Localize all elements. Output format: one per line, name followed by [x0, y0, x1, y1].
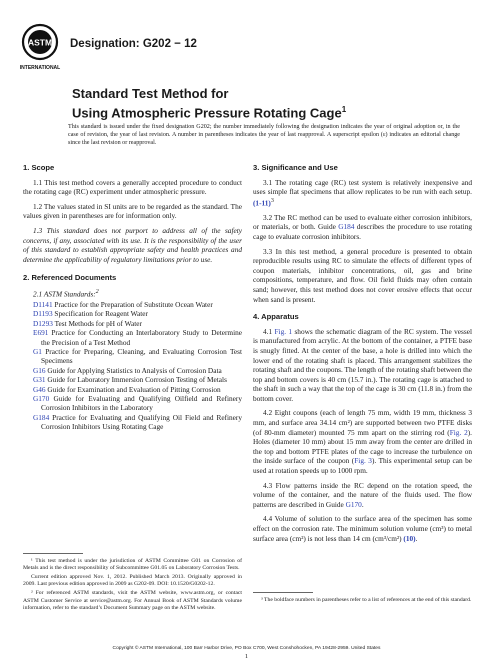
significance-p3: 3.3 In this test method, a general procedure is presented to obtain reproducible results using RC to simulate the effects of different types of coupon materials, inhibitor concentrations, oil, gas and brine compositions, temperature, and flow. Oil field fluids may often contain sand; however, this test method does not cover erosive effects that occur when sand is present.: [253, 246, 472, 304]
title-line-2: Using Atmospheric Pressure Rotating Cage$^1$: [72, 105, 347, 121]
fig-3-link[interactable]: Fig. 3: [354, 456, 372, 466]
g184-link[interactable]: G184: [338, 222, 355, 232]
footnote-1: ¹ This test method is under the jurisdiction of ASTM Committee G01 on Corrosion of Metals and is the direct responsibility of Subcommittee G01.05 on Laboratory Corrosion Tests.: [23, 557, 242, 571]
left-column: [23, 163, 242, 432]
g170-link[interactable]: G170: [345, 499, 362, 509]
designation: Designation: G202 − 12: [70, 38, 197, 50]
title-footnote-marker: 1: [341, 105, 347, 114]
section-referenced-documents: [23, 273, 242, 431]
section-significance: [253, 163, 472, 304]
reference-list: [33, 300, 242, 432]
apparatus-p2: 4.2 Eight coupons (each of length 75 mm, width 19 mm, thickness 3 mm, and surface area 34.14 cm²) are supported between two PTFE disks (of 80-mm diameter) mounted 75 mm apart on the stirring rod (Fig. 2). Holes (diameter 10 mm) about 15 mm away from the center are drilled in the top and bottom PTFE plates of the cage to increase the turbulence on the inside surface of the coupon (Fig. 3). This experimental setup can be used at rotation speeds up to 1000 rpm.: [253, 408, 473, 476]
reference-title: Guide for Examination and Evaluation of Pitting Corrosion: [45, 384, 221, 394]
title-line-1: Standard Test Method for: [72, 86, 229, 101]
significance-p2: 3.2 The RC method can be used to evaluate either corrosion inhibitors, or materials, or both. Guide G184 describes the procedure to use rotating cage to evaluate corrosion inhibitors.: [253, 212, 472, 241]
reference-code-link[interactable]: G170: [33, 394, 50, 404]
refdocs-heading: 2. Referenced Documents: [23, 273, 117, 283]
apparatus-p1: 4.1 Fig. 1 shows the schematic diagram of the RC system. The vessel is manufactured from acrylic. At the bottom of the container, a PTFE base is snugly fitted. At the center of the base, a hole is drilled into which the lower end of the rotating shaft is placed. This arrangement stabilizes the rotating shaft and the coupons. The length of the rotating shaft between the top and bottom covers is 40 cm (15.7 in.). The rotating cage is attached to the shaft in such a way that the top of the cage is 30 cm (11.8 in.) from the bottom cover.: [253, 326, 472, 403]
footnote-2: ² For referenced ASTM standards, visit the ASTM website, www.astm.org, or contact ASTM Customer Service at service@astm.org. For Annual Book of ASTM Standards volume information, refer to the standard’s Document Summary page on the ASTM website.: [23, 590, 242, 611]
reference-code-link[interactable]: E691: [33, 328, 49, 338]
reference-item: [33, 375, 242, 384]
copyright-footer: Copyright © ASTM International, 100 Barr Harbor Drive, PO Box C700, West Conshohocken, PA 19428-2959. United States: [112, 646, 381, 651]
document-title: [72, 86, 346, 121]
reference-item: [33, 309, 242, 318]
right-column: [253, 163, 472, 548]
reference-item: [33, 394, 242, 413]
reference-title: Practice for Preparing, Cleaning, and Evaluating Corrosion Test Specimens: [41, 346, 242, 366]
page-number: 1: [244, 653, 249, 660]
footnote-rule-right: [253, 592, 313, 593]
reference-code-link[interactable]: D1193: [33, 309, 53, 319]
section-apparatus: [253, 312, 472, 543]
astm-international-logo-icon: [18, 22, 62, 74]
reference-code-link[interactable]: G31: [33, 375, 46, 385]
reference-item: [33, 413, 242, 432]
footnote-3: ³ The boldface numbers in parentheses refer to a list of references at the end of this standard.: [261, 596, 472, 603]
logo-text: ASTM: [27, 37, 53, 48]
reference-title: Guide for Applying Statistics to Analysis of Corrosion Data: [45, 365, 222, 375]
significance-heading: 3. Significance and Use: [253, 163, 338, 172]
apparatus-p4: 4.4 Volume of solution to the surface area of the specimen has some effect on the corrosion rate. The minimum solution volume (cm³) to metal surface area (cm²) is not less than 14 cm (cm³/cm²) (10).: [253, 514, 472, 543]
refdocs-subheading: 2.1 ASTM Standards:$^2$: [33, 288, 99, 299]
footnote-rule: [23, 553, 83, 554]
significance-p1: 3.1 The rotating cage (RC) test system is relatively inexpensive and uses simple flat specimens that allow replicates to be run with each setup. $(1-11)^3$: [253, 177, 472, 208]
reference-title: Guide for Evaluating and Qualifying Oilfield and Refinery Corrosion Inhibitors in the Laboratory: [41, 394, 242, 413]
reference-title: Practice for Conducting an Interlaboratory Study to Determine the Precision of a Test Method: [41, 328, 242, 347]
right-footnotes: [253, 592, 472, 604]
reference-code-link[interactable]: G16: [33, 365, 46, 375]
section-scope: [23, 163, 242, 264]
left-footnotes: [23, 553, 242, 612]
scope-p3: 1.3 This standard does not purport to address all of the safety concerns, if any, associated with its use. It is the responsibility of the user of this standard to establish appropriate safety and health practices and determine the applicability of regulatory limitations prior to use.: [23, 225, 242, 264]
reference-title: Practice for the Preparation of Substitute Ocean Water: [52, 299, 213, 309]
intro-notice: This standard is issued under the fixed designation G202; the number immediately following the designation indicates the year of original adoption or, in the case of revision, the year of last revision. A number in parentheses indicates the year of last reapproval. A superscript epsilon (ε) indicates an editorial change since the last revision or reapproval.: [68, 124, 460, 147]
apparatus-heading: 4. Apparatus: [253, 312, 299, 322]
reference-code-link[interactable]: D1141: [33, 299, 53, 309]
logo-subtext: INTERNATIONAL: [19, 65, 61, 71]
reference-code-link[interactable]: G46: [33, 384, 46, 394]
reference-code-link[interactable]: G184: [33, 412, 50, 422]
astm-logo: [18, 22, 62, 74]
reference-code-link[interactable]: G1: [33, 346, 42, 356]
scope-p1: 1.1 This test method covers a generally accepted procedure to conduct the rotating cage (RC) experiment under atmospheric pressure.: [23, 177, 242, 197]
reference-title: Practice for Evaluating and Qualifying Oil Field and Refinery Corrosion Inhibitors Using Rotating Cage: [41, 412, 242, 432]
reference-title: Guide for Laboratory Immersion Corrosion Testing of Metals: [45, 375, 227, 385]
fig-1-link[interactable]: Fig. 1: [274, 326, 293, 336]
reference-code-link[interactable]: D1293: [33, 318, 53, 328]
scope-p2: 1.2 The values stated in SI units are to be regarded as the standard. The values given in parentheses are for information only.: [23, 201, 242, 221]
apparatus-p3: 4.3 Flow patterns inside the RC depend on the rotation speed, the volume of the container, and the nature of the fluids used. The flow patterns are described in Guide G170.: [253, 480, 472, 509]
footnote-1b: Current edition approved Nov. 1, 2012. Published March 2013. Originally approved in 2009. Last previous edition approved in 2009 as G202-09. DOI: 10.1520/G0202-12.: [23, 574, 242, 588]
reference-item: [33, 347, 242, 366]
reference-item: [33, 366, 242, 375]
fig-2-link[interactable]: Fig. 2: [449, 427, 468, 437]
reference-item: [33, 319, 242, 328]
reference-item: [33, 328, 242, 347]
reference-title: Specification for Reagent Water: [52, 309, 148, 319]
scope-heading: 1. Scope: [23, 163, 55, 172]
reference-item: [33, 385, 242, 394]
reference-item: [33, 300, 242, 309]
reference-link[interactable]: (1-11): [253, 198, 271, 208]
reference-title: Test Methods for pH of Water: [52, 318, 142, 328]
reference-10-link[interactable]: (10): [403, 533, 416, 543]
